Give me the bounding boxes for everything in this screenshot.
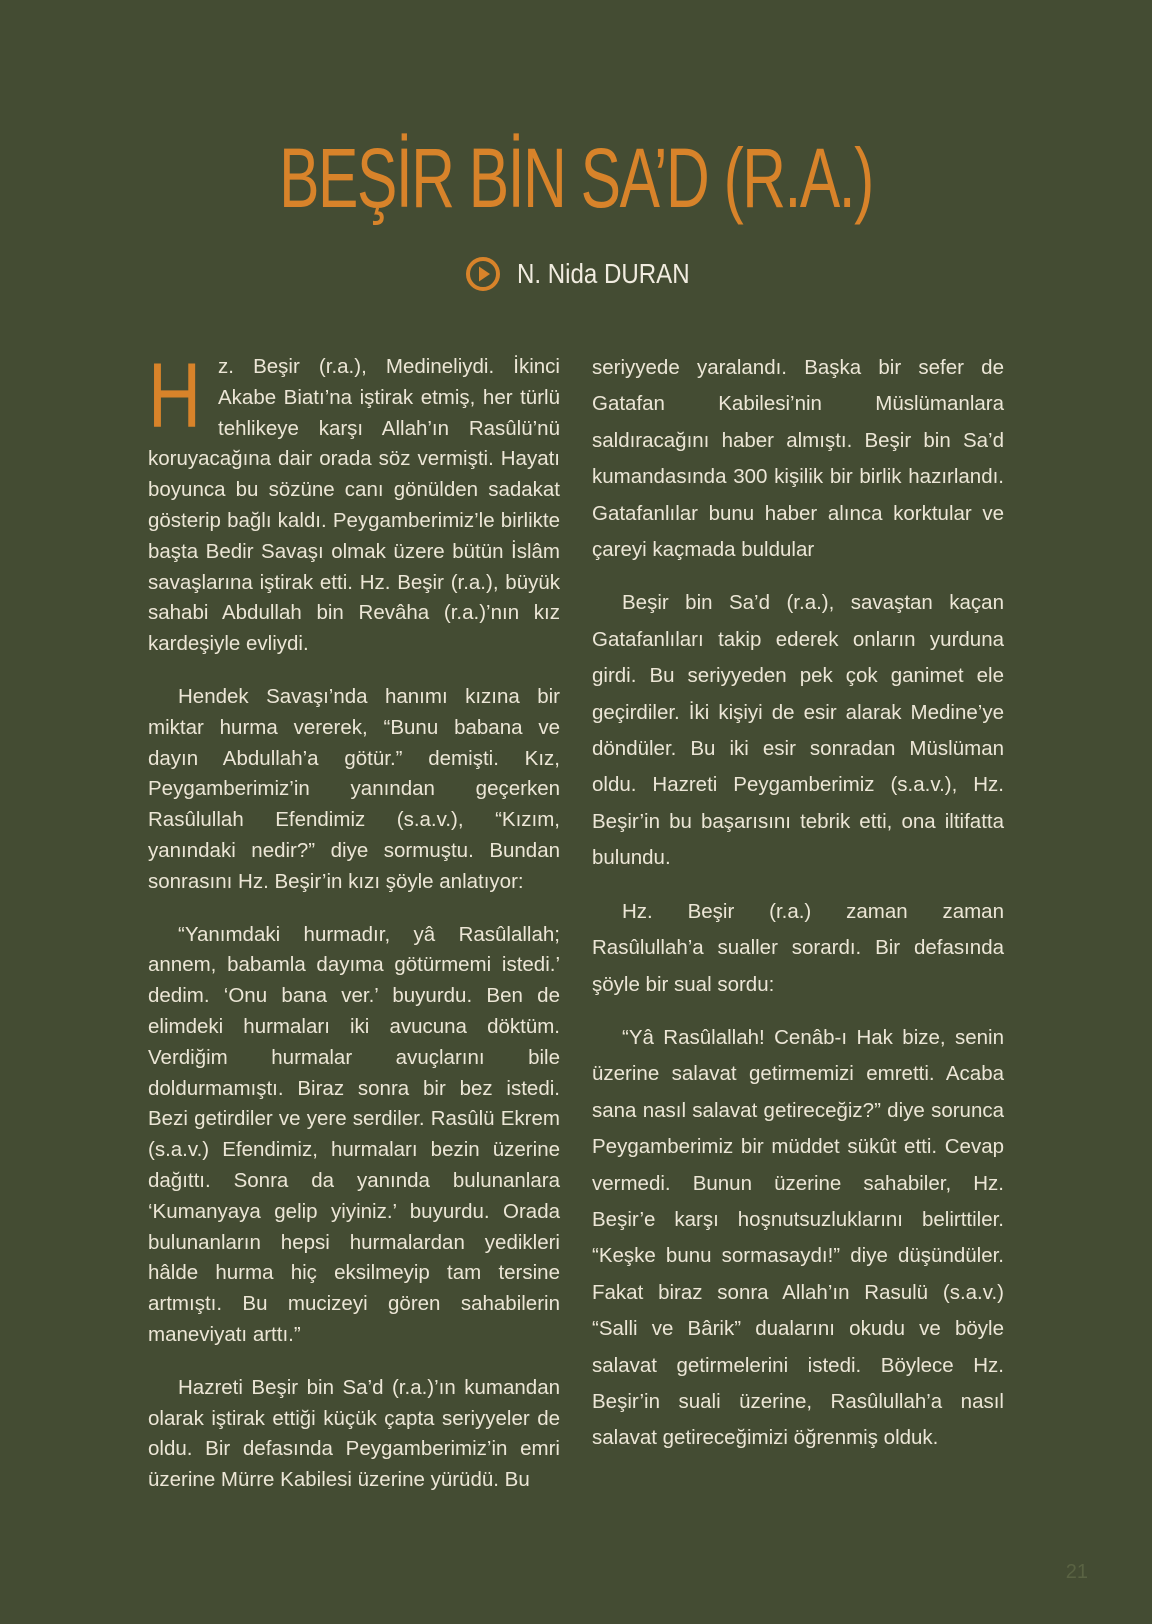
- article-title: BEŞİR BİN SA’D (R.A.): [279, 131, 873, 225]
- drop-cap: H: [148, 345, 202, 447]
- byline: [0, 252, 1152, 296]
- page-number: 21: [1065, 1561, 1088, 1583]
- right-paragraph-4: “Yâ Rasûlallah! Cenâb-ı Hak bize, senin üzerine salavat getirmemizi emretti. Acaba sana nasıl salavat getireceğiz?” diye sorunca Peygamberimiz bir müddet sükût etti. Cevap vermedi. Bunun üzerine sahabiler, Hz. Beşir’e karşı hoşnutsuzluklarını belirttiler. “Keşke bunu sormasaydı!” diye düşündüler. Fakat biraz sonra Allah’ın Rasulü (s.a.v.) “Salli ve Bârik” dualarını okudu ve böyle salavat getirmelerini istedi. Böylece Hz. Beşir’in suali üzerine, Rasûlullah’a nasıl salavat getireceğimizi öğrenmiş olduk.: [592, 1025, 1004, 1450]
- author-name: N. Nida DURAN: [516, 258, 690, 289]
- left-paragraph-4: Hazreti Beşir bin Sa’d (r.a.)’ın kumandan olarak iştirak ettiği küçük çapta seriyyeler de oldu. Bir defasında Peygamberimiz’in emri üzerine Mürre Kabilesi üzerine yürüdü. Bu: [148, 1375, 560, 1492]
- right-column: [592, 350, 1004, 1474]
- right-paragraph-2: Beşir bin Sa’d (r.a.), savaştan kaçan Gatafanlıları takip ederek onların yurduna girdi. Bu seriyyeden pek çok ganimet ele geçirdiler. İki kişiyi de esir alarak Medine’ye döndüler. Bu iki esir sonradan Müslüman oldu. Hazreti Peygamberimiz (s.a.v.), Hz. Beşir’in bu başarısını tebrik etti, ona iltifatta bulundu.: [592, 591, 1004, 870]
- left-paragraph-1-text: z. Beşir (r.a.), Medineliydi. İkinci Akabe Biatı’na iştirak etmiş, her türlü tehlikeye karşı Allah’ın Rasûlü’nü koruyacağına dair orada söz vermişti. Hayatı boyunca bu sözüne canı gönülden sadakat gösterip bağlı kaldı. Peygamberimiz’le birlikte başta Bedir Savaşı olmak üzere bütün İslâm savaşlarına iştirak etti. Hz. Beşir (r.a.), büyük sahabi Abdullah bin Revâha (r.a.)’nın kız kardeşiyle evliydi.: [148, 355, 560, 656]
- play-circle-icon: [465, 256, 501, 292]
- right-paragraph-1: seriyyede yaralandı. Başka bir sefer de Gatafan Kabilesi’nin Müslümanlara saldıracağını haber almıştı. Beşir bin Sa’d kumandasında 300 kişilik bir birlik hazırlandı. Gatafanlılar bunu haber alınca korktular ve çareyi kaçmada buldular: [592, 356, 1004, 562]
- left-paragraph-2: Hendek Savaşı’nda hanımı kızına bir miktar hurma vererek, “Bunu babana ve dayın Abdullah’a götür.” demişti. Kız, Peygamberimiz’in yanından geçerken Rasûlullah Efendimiz (s.a.v.), “Kızım, yanındaki nedir?” diye sormuştu. Bundan sonrasını Hz. Beşir’in kızı şöyle anlatıyor:: [148, 684, 560, 893]
- right-paragraph-3: Hz. Beşir (r.a.) zaman zaman Rasûlullah’a sualler sorardı. Bir defasında şöyle bir sual sordu:: [592, 899, 1004, 996]
- left-paragraph-1: [148, 345, 560, 660]
- left-column: [148, 345, 560, 1518]
- byline-inner: [465, 256, 688, 292]
- left-paragraph-3: “Yanımdaki hurmadır, yâ Rasûlallah; annem, babamla dayıma götürmemi istedi.’ dedim. ‘Onu bana ver.’ buyurdu. Ben de elimdeki hurmaları iki avucuna döktüm. Verdiğim hurmalar avuçlarını bile doldurmamıştı. Biraz sonra bir bez istedi. Bezi getirdiler ve yere serdiler. Rasûlü Ekrem (s.a.v.) Efendimiz, hurmaları bezin üzerine dağıttı. Sonra da yanında bulunanlara ‘Kumanyaya gelip yiyiniz.’ buyurdu. Orada bulunanların hepsi hurmalardan yedikleri hâlde hurma hiç eksilmeyip tam tersine artmıştı. Bu mucizeyi gören sahabilerin maneviyatı arttı.”: [148, 922, 560, 1346]
